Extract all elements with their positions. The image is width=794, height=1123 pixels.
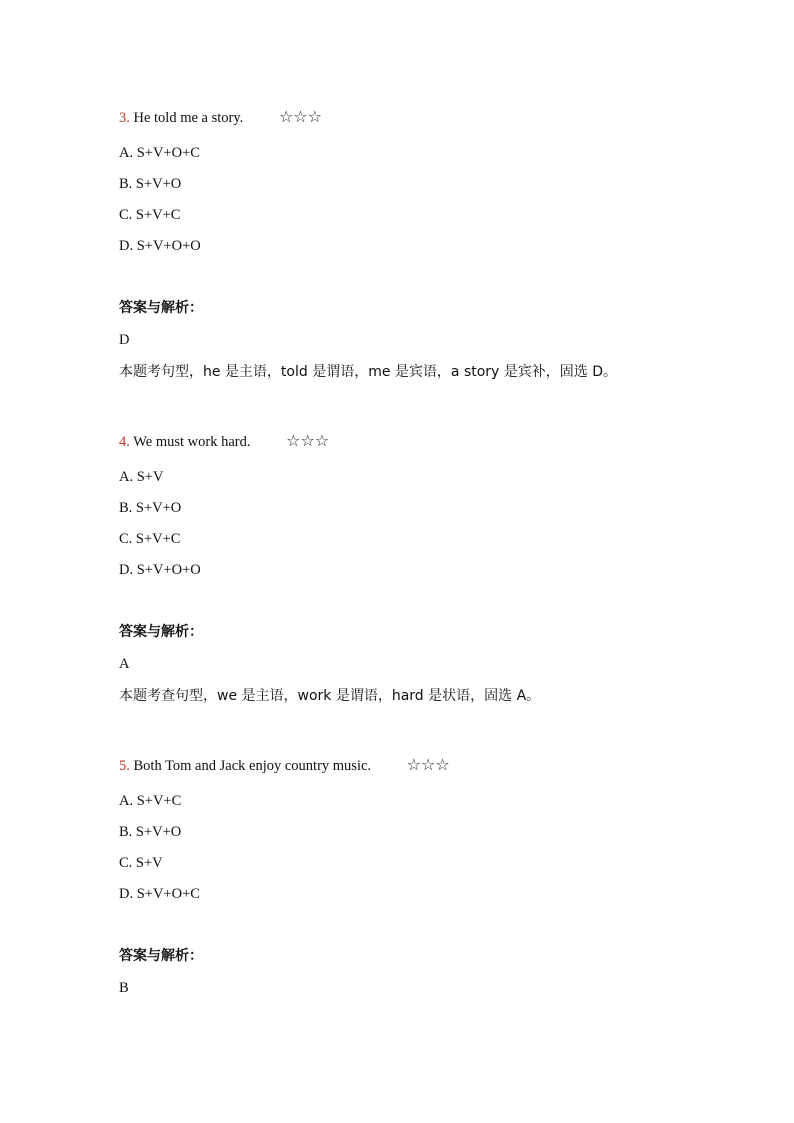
answer-explanation: 本题考句型，he 是主语，told 是谓语，me 是宾语，a story 是宾补，固选 D。 [119,364,618,380]
difficulty-stars: ☆☆☆ [406,755,450,774]
question-3 [119,105,739,384]
question-4 [119,429,739,708]
question-5 [119,753,739,1000]
option-a: A. S+V [119,469,164,485]
answer-heading: 答案与解析： [119,624,203,640]
question-stem [119,105,739,129]
option-a: A. S+V+C [119,793,182,809]
difficulty-stars: ☆☆☆ [278,107,322,126]
question-number: 4. [119,434,130,450]
answer-letter: B [119,980,129,996]
option-c: C. S+V+C [119,531,181,547]
option-c: C. S+V+C [119,207,181,223]
question-stem [119,753,739,777]
option-b: B. S+V+O [119,500,182,516]
option-b: B. S+V+O [119,824,182,840]
question-text: We must work hard. [133,434,251,450]
answer-heading: 答案与解析： [119,948,203,964]
option-d: D. S+V+O+C [119,886,200,902]
question-number: 5. [119,758,130,774]
answer-letter: D [119,332,130,348]
difficulty-stars: ☆☆☆ [286,431,330,450]
answer-letter: A [119,656,130,672]
option-a: A. S+V+O+C [119,145,200,161]
question-stem [119,429,739,453]
question-number: 3. [119,110,130,126]
answer-explanation: 本题考查句型，we 是主语，work 是谓语，hard 是状语，固选 A。 [119,688,541,704]
question-text: Both Tom and Jack enjoy country music. [133,758,372,774]
option-b: B. S+V+O [119,176,182,192]
question-text: He told me a story. [133,110,244,126]
option-d: D. S+V+O+O [119,562,201,578]
option-c: C. S+V [119,855,163,871]
option-d: D. S+V+O+O [119,238,201,254]
answer-heading: 答案与解析： [119,300,203,316]
